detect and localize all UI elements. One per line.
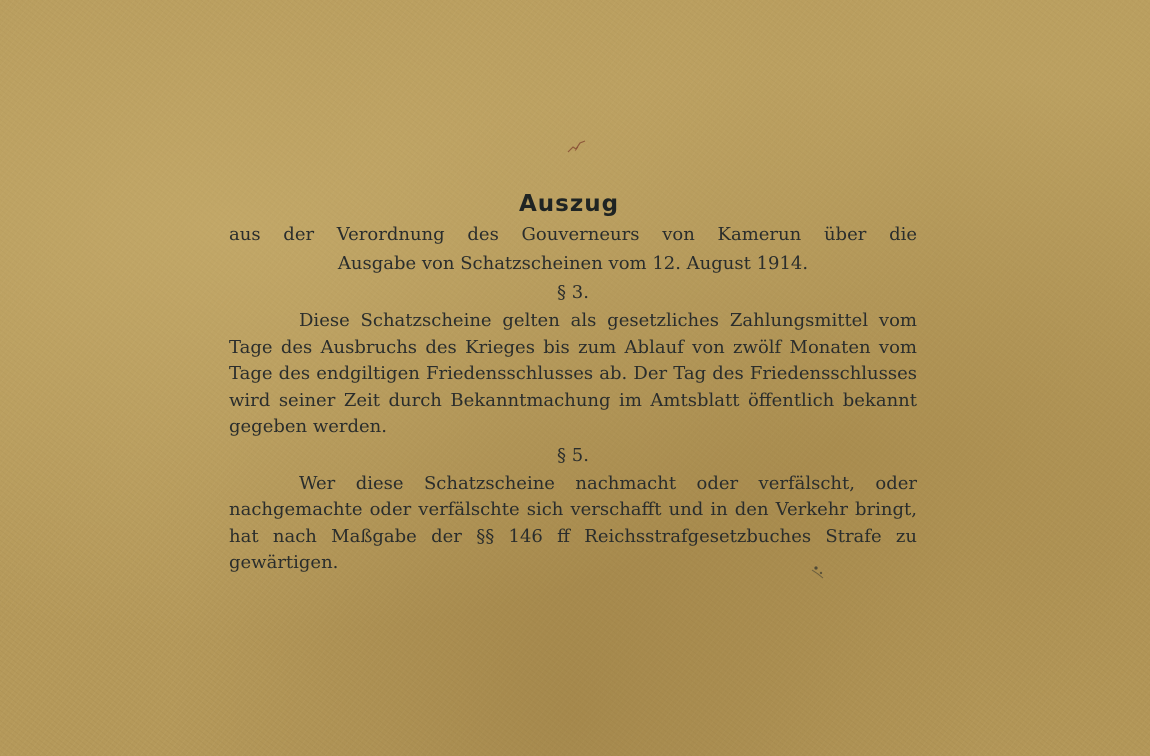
document-intro	[229, 220, 917, 278]
intro-line-1: aus der Verordnung des Gouverneurs von Kamerun über die	[229, 224, 917, 245]
section-3-paragraph: Diese Schatzscheine gelten als gesetzliches Zahlungsmittel vom Tage des Ausbruchs des Krieges bis zum Ablauf von zwölf Monaten vom Tage des endgiltigen Friedensschlusses ab. Der Tag des Friedensschlusses wird seiner Zeit durch Bekanntmachung im Amtsblatt öffentlich bekannt gegeben werden.	[229, 310, 917, 437]
intro-line-2: Ausgabe von Schatzscheinen vom 12. August 1914.	[337, 253, 809, 274]
section-3-mark: § 3.	[557, 282, 589, 303]
section-5-mark: § 5.	[557, 444, 589, 466]
section-5-paragraph: Wer diese Schatzscheine nachmacht oder verfälscht, oder nachgemachte oder verfälschte sich verschafft und in den Verkehr bringt, hat nach Maßgabe der §§ 146 ff Reichsstrafgesetzbuches Strafe zu gewärtigen.	[229, 472, 917, 573]
paper-tear-mark	[566, 138, 588, 156]
document-heading: Auszug	[518, 191, 620, 217]
ink-spot-mark	[808, 562, 832, 582]
ordinance-excerpt	[229, 188, 917, 577]
